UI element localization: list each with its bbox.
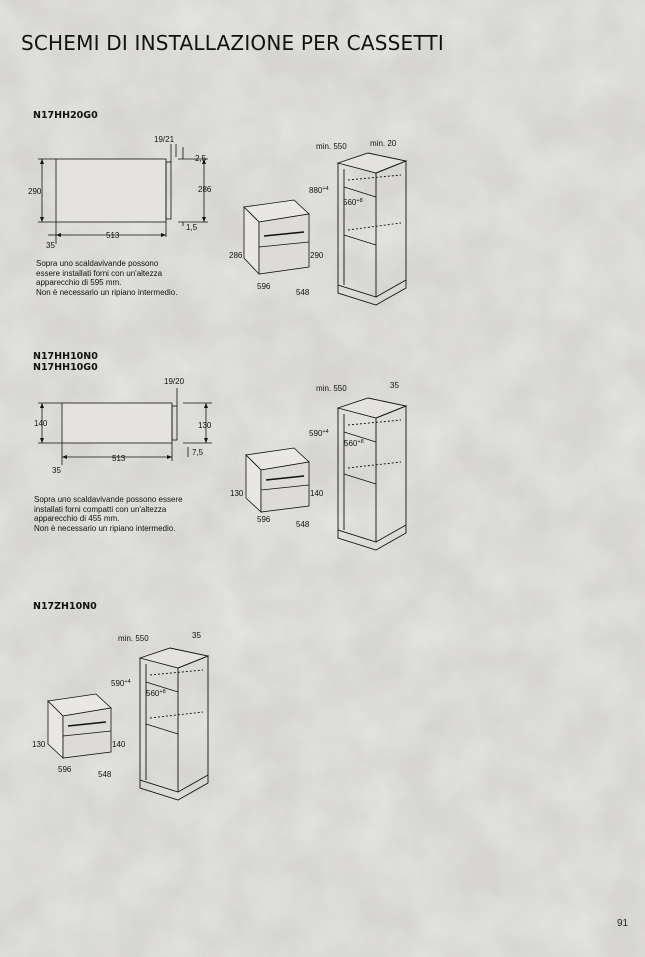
side-dimension-drawing: [28, 132, 218, 252]
cabinet-oven-height: 560: [343, 198, 357, 207]
cabinet-drawing: [306, 135, 416, 310]
model-code: N17HH20G0: [33, 110, 98, 121]
dim-gap-top: 2,5: [195, 154, 207, 163]
dim-depth: 513: [106, 231, 120, 240]
cabinet-niche-height-tolerance: +4: [124, 679, 131, 685]
page-number: 91: [617, 918, 629, 929]
cabinet-min-depth: min. 550: [316, 142, 347, 151]
dim-left-height: 140: [34, 419, 48, 428]
cabinet-niche-height-tolerance: +4: [322, 186, 329, 192]
cabinet-oven-height: 560: [146, 689, 160, 698]
svg-text:560+8: [343, 198, 363, 207]
cabinet-niche-height: 590: [309, 429, 323, 438]
drawer-width: 596: [257, 282, 271, 291]
model-code-2: N17HH10G0: [33, 362, 98, 373]
svg-text:590+4: [309, 429, 329, 438]
dim-top: 19/20: [164, 377, 185, 386]
dim-right-height: 286: [198, 185, 212, 194]
drawer-width: 596: [58, 765, 72, 774]
drawer-depth: 548: [296, 288, 310, 297]
installation-note: Sopra uno scaldavivande possono essere installati forni con un'altezza apparecchio di 595 mm. Non è necessario un ripiano intermedio.: [36, 259, 178, 297]
model-code: N17HH10N0: [33, 351, 98, 362]
cabinet-niche-height-tolerance: +4: [322, 429, 329, 435]
dim-depth: 513: [112, 454, 126, 463]
dim-front: 35: [52, 466, 61, 475]
installation-note: Sopra uno scaldavivande possono essere installati forni compatti con un'altezza apparecchio di 455 mm. Non è necessario un ripiano intermedio.: [34, 495, 183, 533]
dim-left-height: 290: [28, 187, 42, 196]
drawer-right-height: 140: [310, 489, 324, 498]
drawer-right-height: 140: [112, 740, 126, 749]
cabinet-top: min. 20: [370, 139, 397, 148]
drawer-left-height: 130: [230, 489, 244, 498]
side-dimension-drawing: [28, 373, 218, 473]
dim-front: 35: [46, 241, 55, 250]
svg-text:880+4: [309, 186, 329, 195]
cabinet-drawing: [306, 378, 416, 553]
cabinet-oven-height: 560: [344, 439, 358, 448]
page-title: SCHEMI DI INSTALLAZIONE PER CASSETTI: [21, 31, 444, 55]
model-code: N17ZH10N0: [33, 601, 97, 612]
dim-right-height: 130: [198, 421, 212, 430]
svg-text:560+8: [344, 439, 364, 448]
cabinet-oven-height-tolerance: +8: [159, 689, 166, 695]
drawer-left-height: 286: [229, 251, 243, 260]
svg-text:590+4: [111, 679, 131, 688]
drawer-right-height: 290: [310, 251, 324, 260]
drawer-width: 596: [257, 515, 271, 524]
cabinet-min-depth: min. 550: [316, 384, 347, 393]
drawer-left-height: 130: [32, 740, 46, 749]
cabinet-drawing: [108, 628, 218, 803]
dim-top: 19/21: [154, 135, 175, 144]
cabinet-top: 35: [192, 631, 201, 640]
cabinet-top: 35: [390, 381, 399, 390]
cabinet-niche-height: 590: [111, 679, 125, 688]
dim-gap-bottom: 7,5: [192, 448, 204, 457]
cabinet-oven-height-tolerance: +8: [357, 439, 364, 445]
cabinet-niche-height: 880: [309, 186, 323, 195]
cabinet-min-depth: min. 550: [118, 634, 149, 643]
drawer-depth: 548: [296, 520, 310, 529]
dim-gap-bottom: 1,5: [186, 223, 198, 232]
cabinet-oven-height-tolerance: +8: [356, 198, 363, 204]
drawer-depth: 548: [98, 770, 112, 779]
svg-text:560+8: [146, 689, 166, 698]
